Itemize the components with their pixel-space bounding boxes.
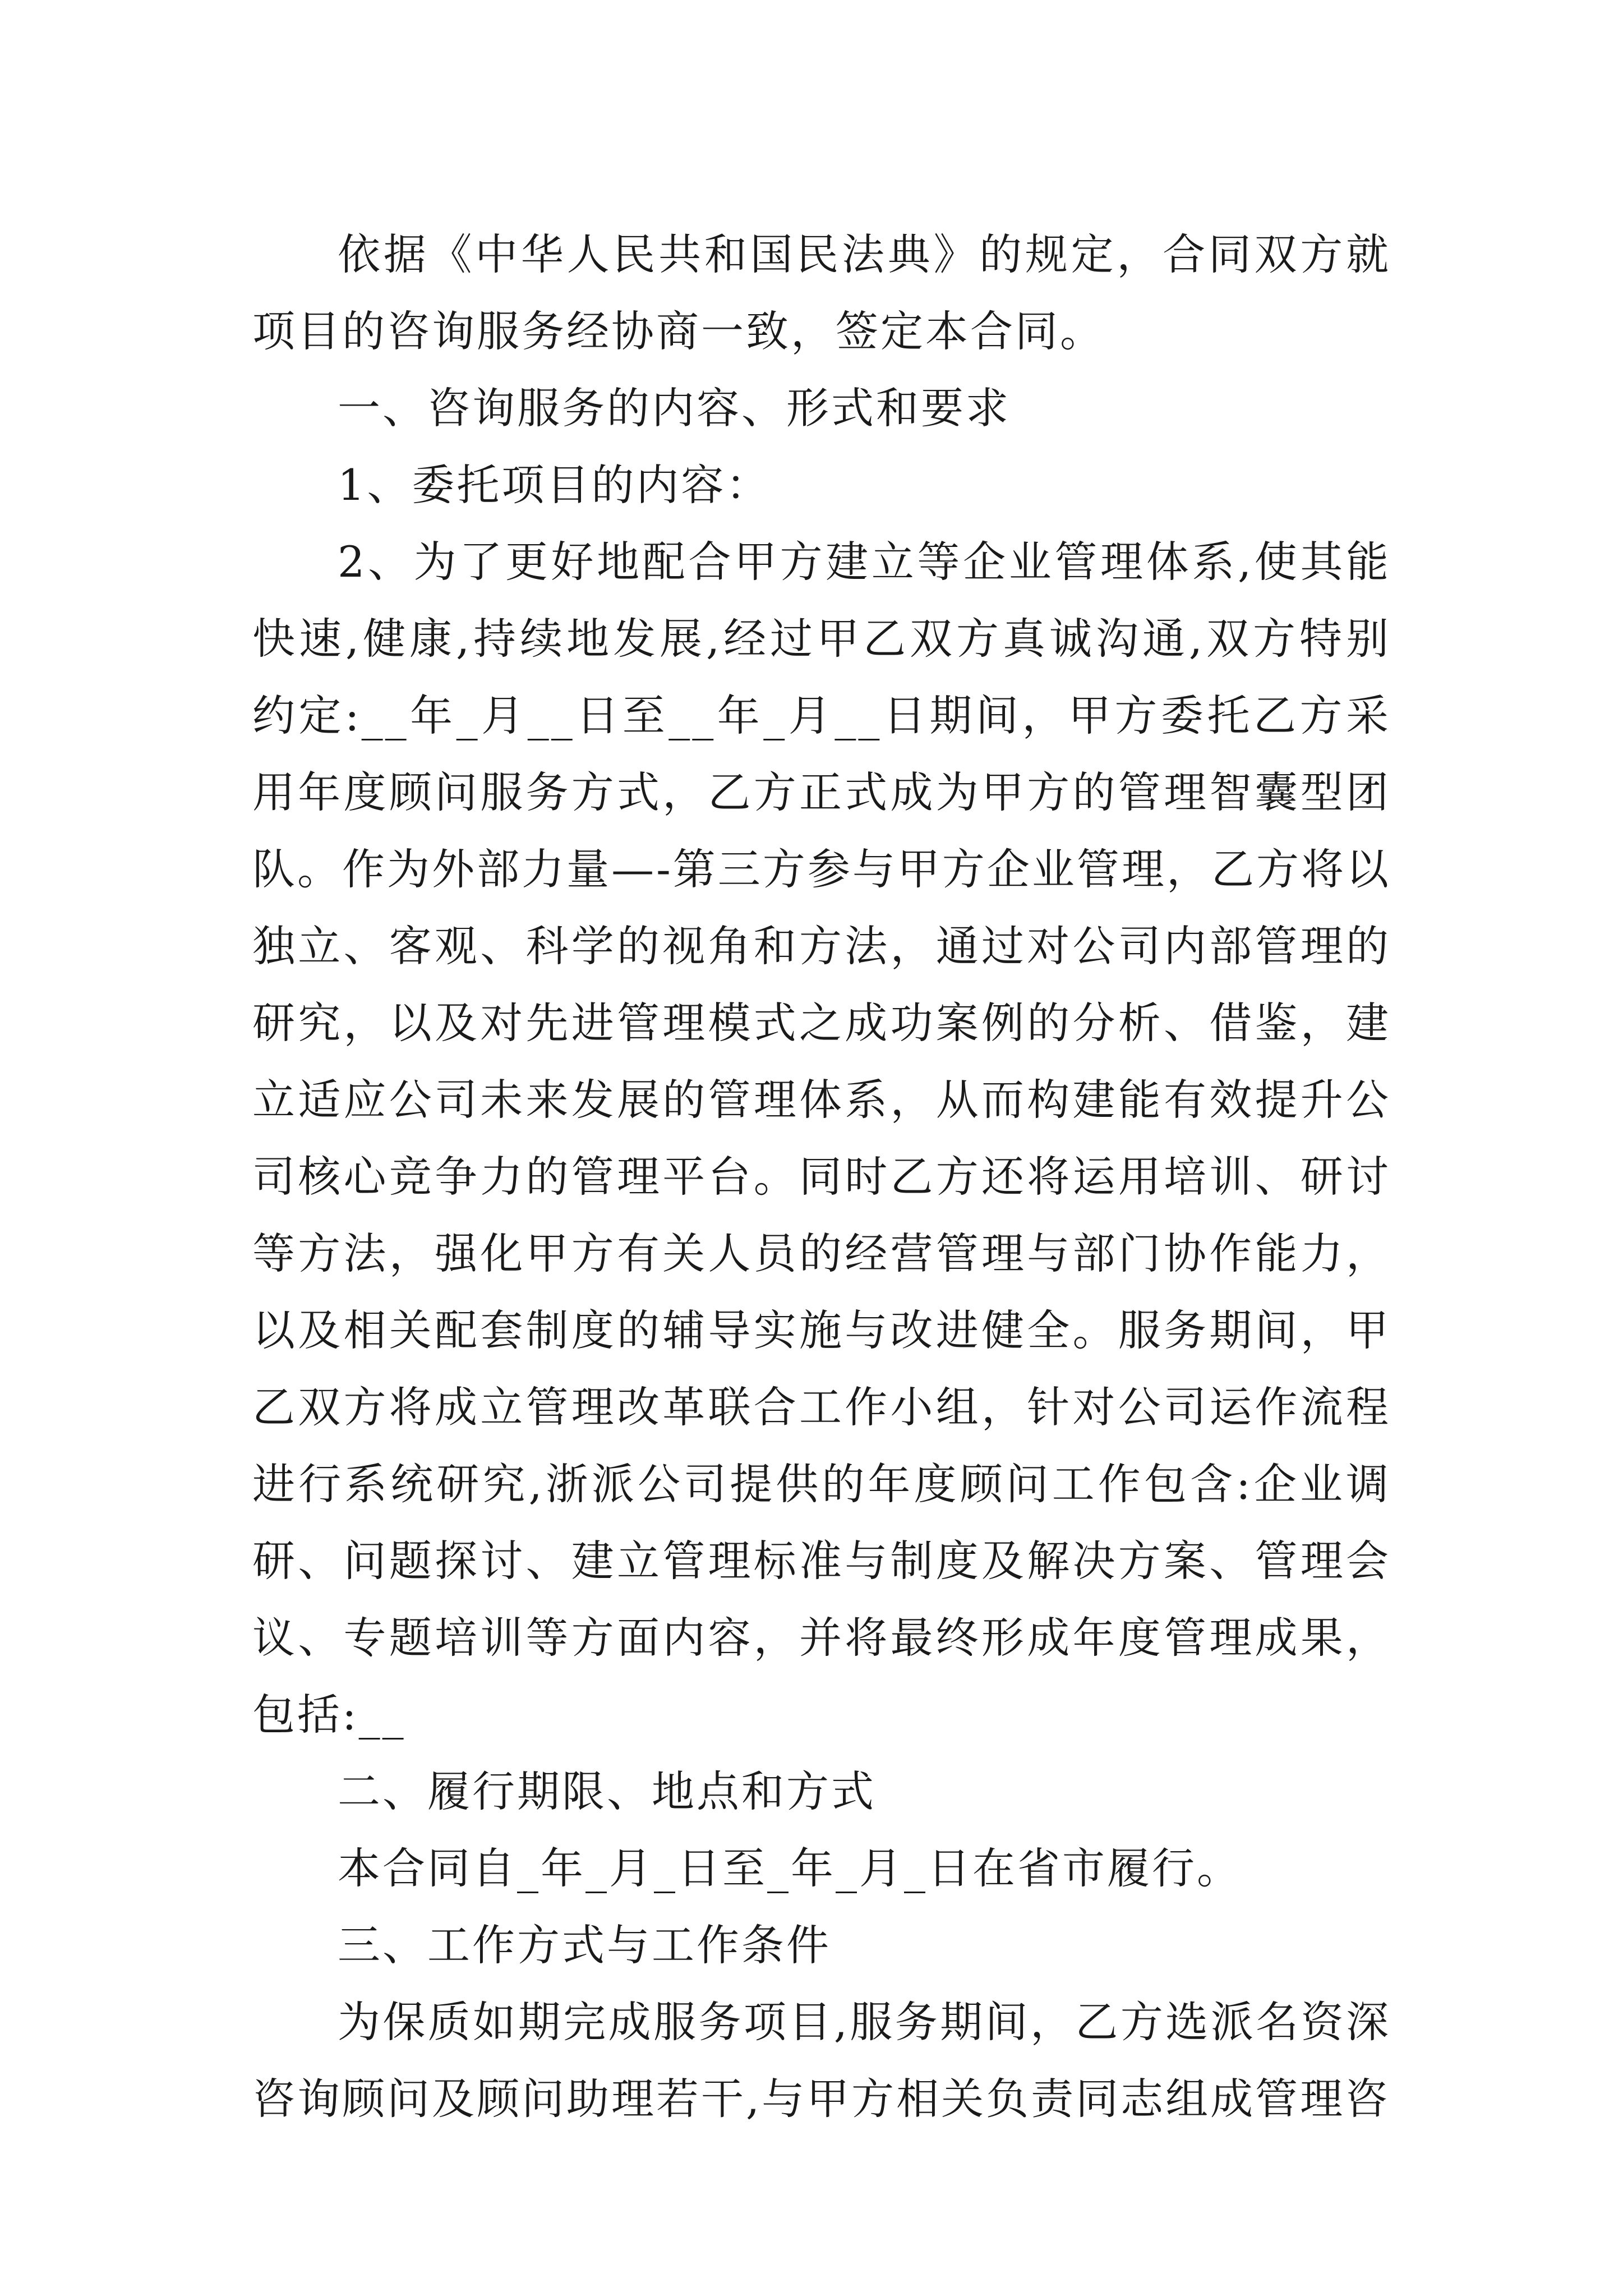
section-heading-3: 三、工作方式与工作条件 [338, 1920, 831, 1970]
clause-1-1: 1、委托项目的内容： [338, 460, 771, 510]
intro-paragraph: 依据《中华人民共和国民法典》的规定，合同双方就项目的咨询服务经协商一致，签定本合同。 [252, 229, 1391, 356]
work-method-paragraph: 为保质如期完成服务项目,服务期间，乙方选派名资深咨询顾问及顾问助理若干,与甲方相关负责同志组成管理咨 [252, 1997, 1391, 2124]
section-heading-1: 一、咨询服务的内容、形式和要求 [338, 383, 1011, 433]
clause-1-2: 2、为了更好地配合甲方建立等企业管理体系,使其能快速,健康,持续地发展,经过甲乙双方真诚沟通,双方特别约定:__年_月__日至__年_月__日期间，甲方委托乙方采用年度顾问服务方式，乙方正式成为甲方的管理智囊型团队。作为外部力量—-第三方参与甲方企业管理，乙方将以独立、客观、科学的视角和方法，通过对公司内部管理的研究，以及对先进管理模式之成功案例的分析、借鉴，建立适应公司未来发展的管理体系，从而构建能有效提升公司核心竞争力的管理平台。同时乙方还将运用培训、研讨等方法，强化甲方有关人员的经营管理与部门协作能力，以及相关配套制度的辅导实施与改进健全。服务期间，甲乙双方将成立管理改革联合工作小组，针对公司运作流程进行系统研究,浙派公司提供的年度顾问工作包含:企业调研、问题探讨、建立管理标准与制度及解决方案、管理会议、专题培训等方面内容，并将最终形成年度管理成果，包括:__ [252, 537, 1391, 1740]
term-paragraph: 本合同自_年_月_日至_年_月_日在省市履行。 [338, 1843, 1242, 1893]
document-body [252, 216, 1391, 2137]
section-heading-2: 二、履行期限、地点和方式 [338, 1766, 876, 1816]
